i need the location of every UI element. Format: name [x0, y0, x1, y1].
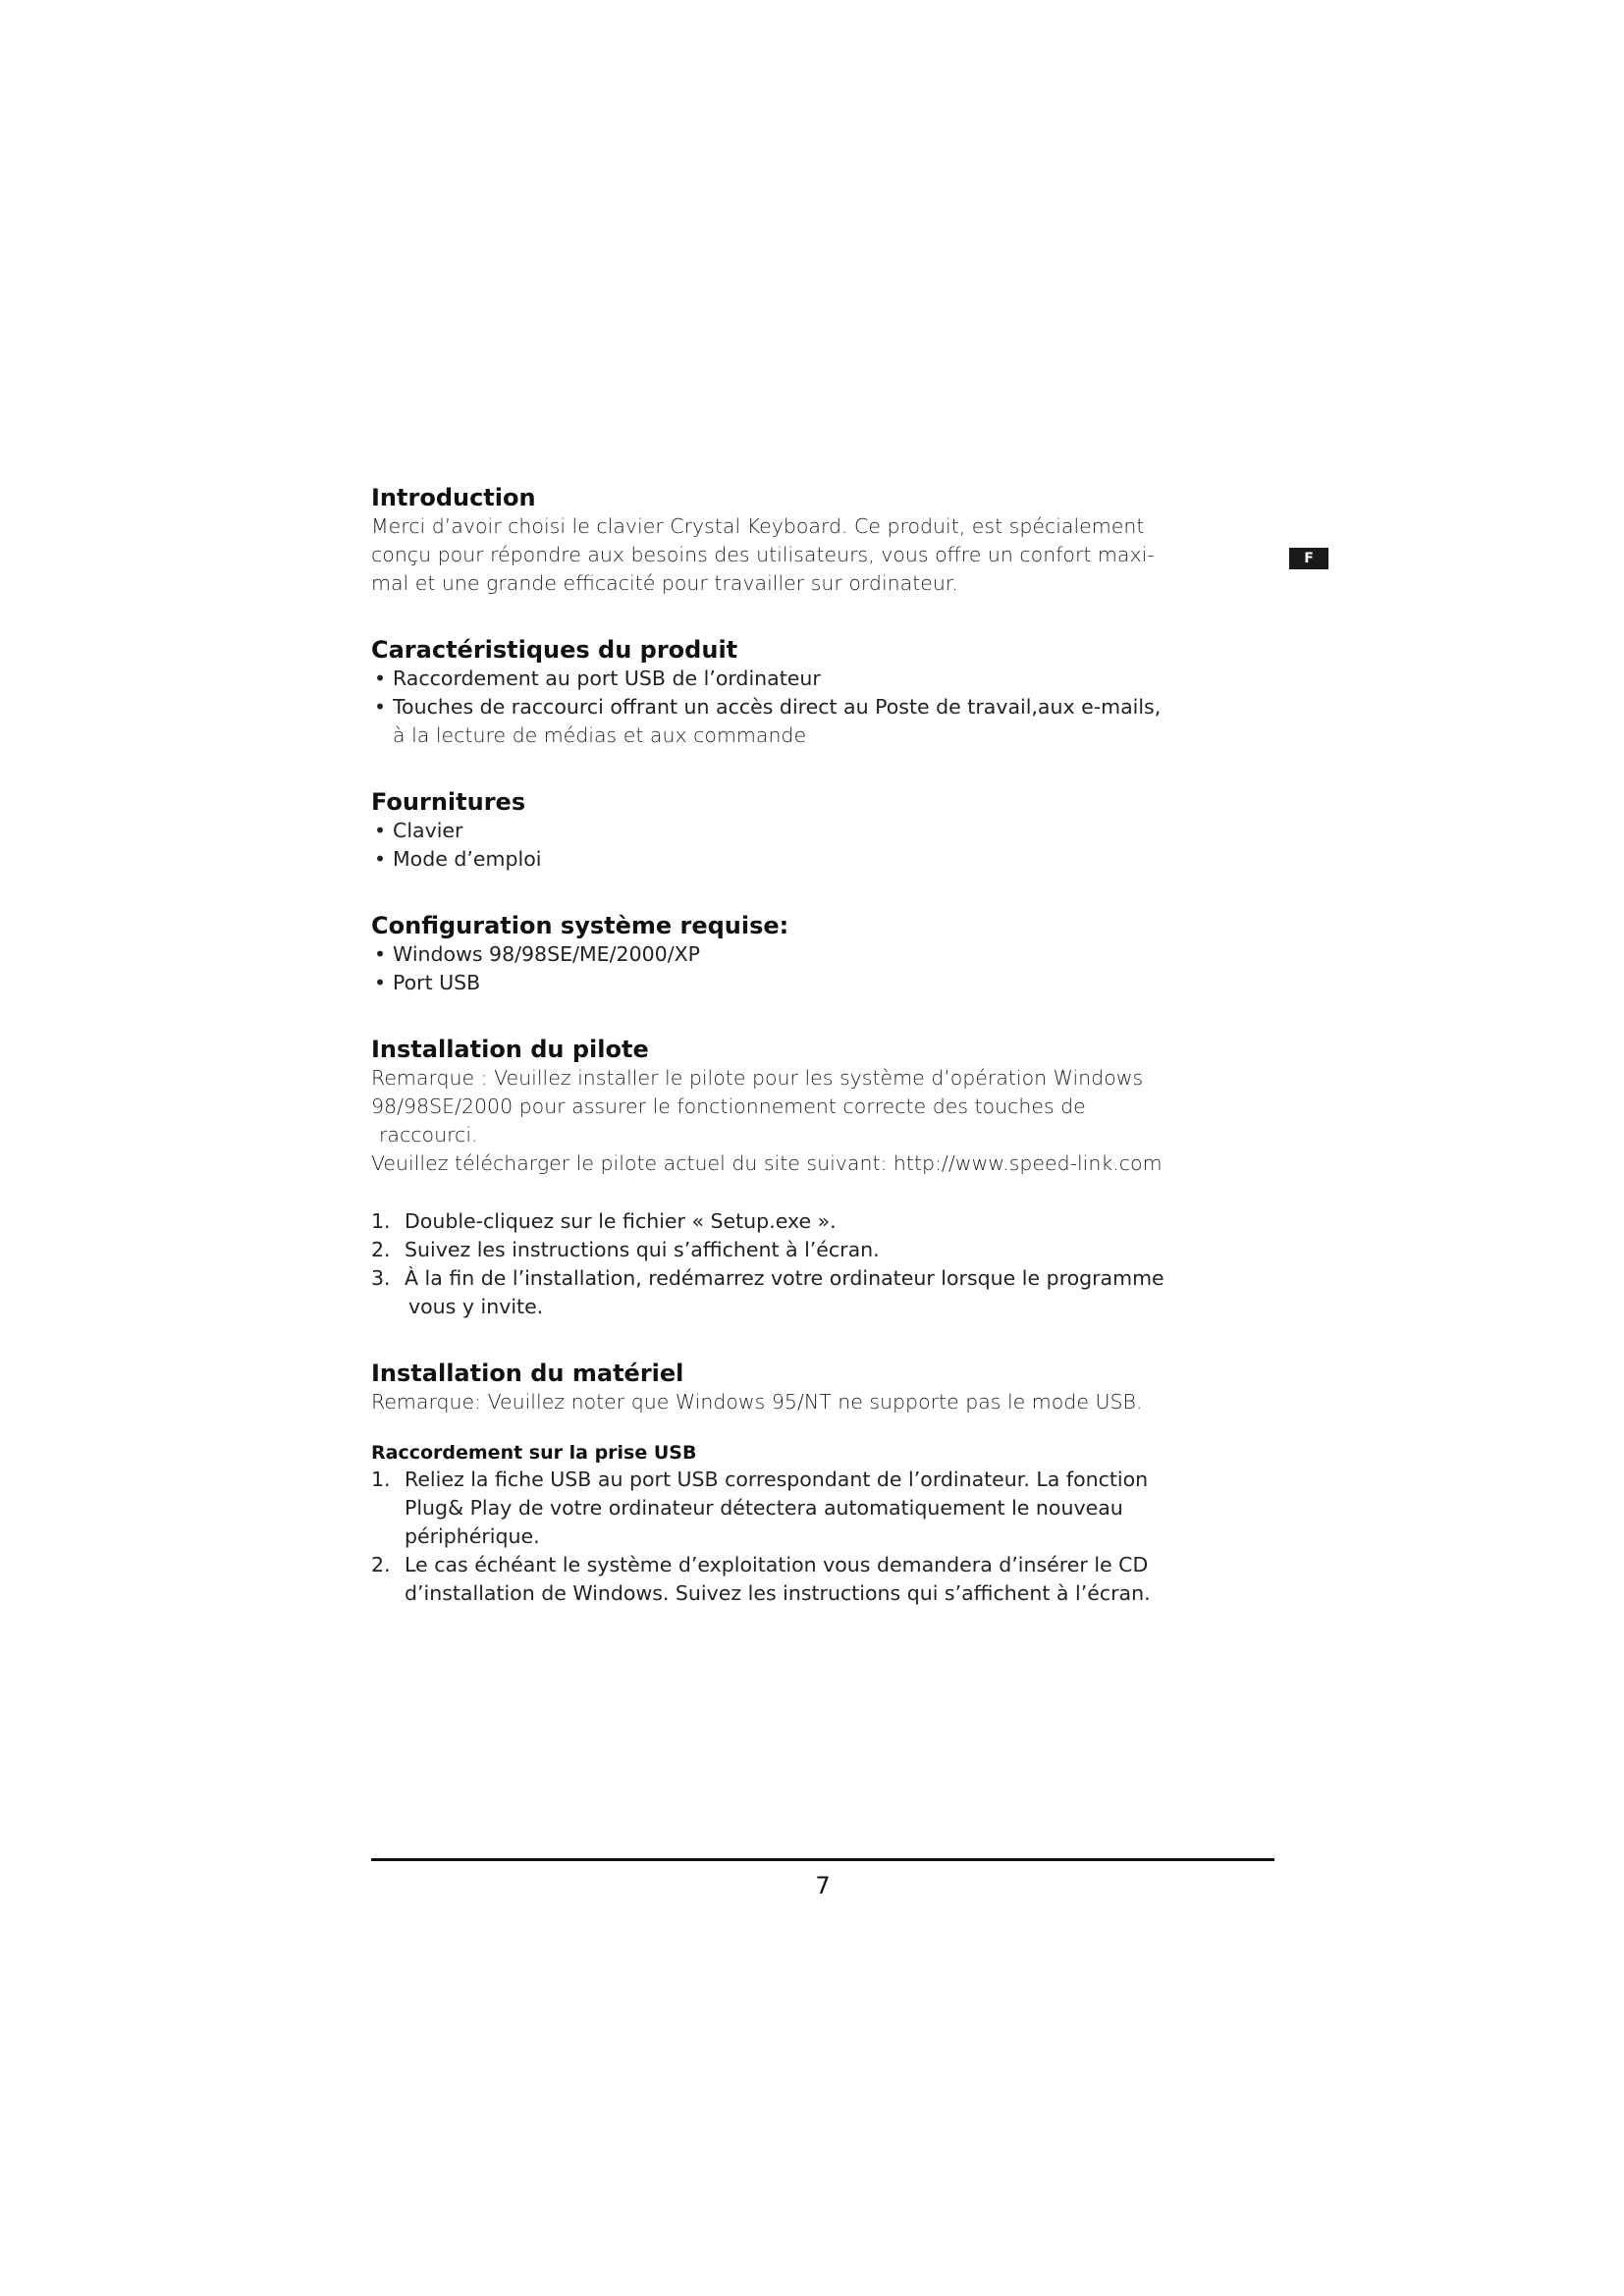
list-item: • Port USB — [371, 969, 1274, 997]
step-continuation: vous y invite. — [408, 1295, 544, 1318]
step-text: À la fin de l’installation, redémarrez votre ordinateur lorsque le programme — [405, 1266, 1164, 1290]
paragraph-line: à la lecture de médias et aux commande — [393, 723, 807, 747]
section-title: Fournitures — [371, 788, 526, 816]
list-item: • Raccordement au port USB de l’ordinateur — [371, 665, 1274, 693]
step-text: périphérique. — [405, 1524, 540, 1548]
step-text: Suivez les instructions qui s’affichent à l’écran. — [405, 1238, 880, 1261]
paragraph-line: Remarque: Veuillez noter que Windows 95/NT ne supporte pas le mode USB. — [371, 1390, 1143, 1414]
step-text: d’installation de Windows. Suivez les instructions qui s’affichent à l’écran. — [405, 1581, 1151, 1605]
language-badge: F — [1289, 548, 1328, 569]
section-introduction — [371, 483, 1274, 598]
bullet-list — [371, 940, 1274, 997]
page-content — [371, 483, 1274, 1608]
paragraph-line: conçu pour répondre aux besoins des utilisateurs, vous offre un confort maxi- — [371, 543, 1155, 566]
paragraph-line: mal et une grande efficacité pour travailler sur ordinateur. — [371, 571, 958, 595]
bullet-list — [371, 817, 1274, 874]
section-title: Installation du matériel — [371, 1360, 684, 1387]
step-text: Le cas échéant le système d’exploitation vous demandera d’insérer le CD — [405, 1553, 1149, 1576]
footer-rule — [371, 1858, 1274, 1861]
section-title: Caractéristiques du produit — [371, 636, 738, 664]
list-item: • Clavier — [371, 817, 1274, 845]
step-number: 2. — [371, 1553, 391, 1576]
section-requirements — [371, 911, 1274, 997]
paragraph-line: 98/98SE/2000 pour assurer le fonctionnement correcte des touches de — [371, 1095, 1086, 1118]
section-features — [371, 635, 1274, 750]
list-item — [371, 1236, 1274, 1264]
subsection-title: Raccordement sur la prise USB — [371, 1442, 697, 1464]
step-number: 1. — [371, 1468, 391, 1491]
step-number: 2. — [371, 1238, 391, 1261]
numbered-list — [371, 1466, 1274, 1608]
numbered-list — [371, 1207, 1274, 1321]
section-title: Installation du pilote — [371, 1036, 649, 1063]
list-item — [371, 1551, 1274, 1608]
step-number: 1. — [371, 1209, 391, 1233]
list-item — [371, 1466, 1274, 1551]
list-item — [371, 1207, 1274, 1236]
page-number: 7 — [815, 1872, 831, 1899]
bullet-list — [371, 665, 1274, 721]
list-item: • Touches de raccourci offrant un accès direct au Poste de travail,aux e-mails, — [371, 693, 1274, 721]
section-hardware-installation — [371, 1359, 1274, 1608]
list-item — [371, 1264, 1274, 1321]
section-supplies — [371, 787, 1274, 874]
section-title: Introduction — [371, 484, 536, 511]
paragraph-line: Remarque : Veuillez installer le pilote pour les système d’opération Windows — [371, 1066, 1144, 1090]
step-number: 3. — [371, 1266, 391, 1290]
step-text: Double-cliquez sur le fichier « Setup.exe ». — [405, 1209, 837, 1233]
list-item: • Mode d’emploi — [371, 845, 1274, 874]
list-item: • Windows 98/98SE/ME/2000/XP — [371, 940, 1274, 969]
step-text: Reliez la fiche USB au port USB correspondant de l’ordinateur. La fonction — [405, 1468, 1149, 1491]
paragraph-line: Merci d’avoir choisi le clavier Crystal Keyboard. Ce produit, est spécialement — [371, 514, 1145, 538]
paragraph-line: Veuillez télécharger le pilote actuel du site suivant: http://www.speed-link.com — [371, 1151, 1163, 1175]
paragraph-line: raccourci. — [379, 1123, 478, 1147]
section-driver-installation — [371, 1035, 1274, 1321]
step-text: Plug& Play de votre ordinateur détectera automatiquement le nouveau — [405, 1496, 1123, 1520]
section-title: Configuration système requise: — [371, 912, 789, 939]
